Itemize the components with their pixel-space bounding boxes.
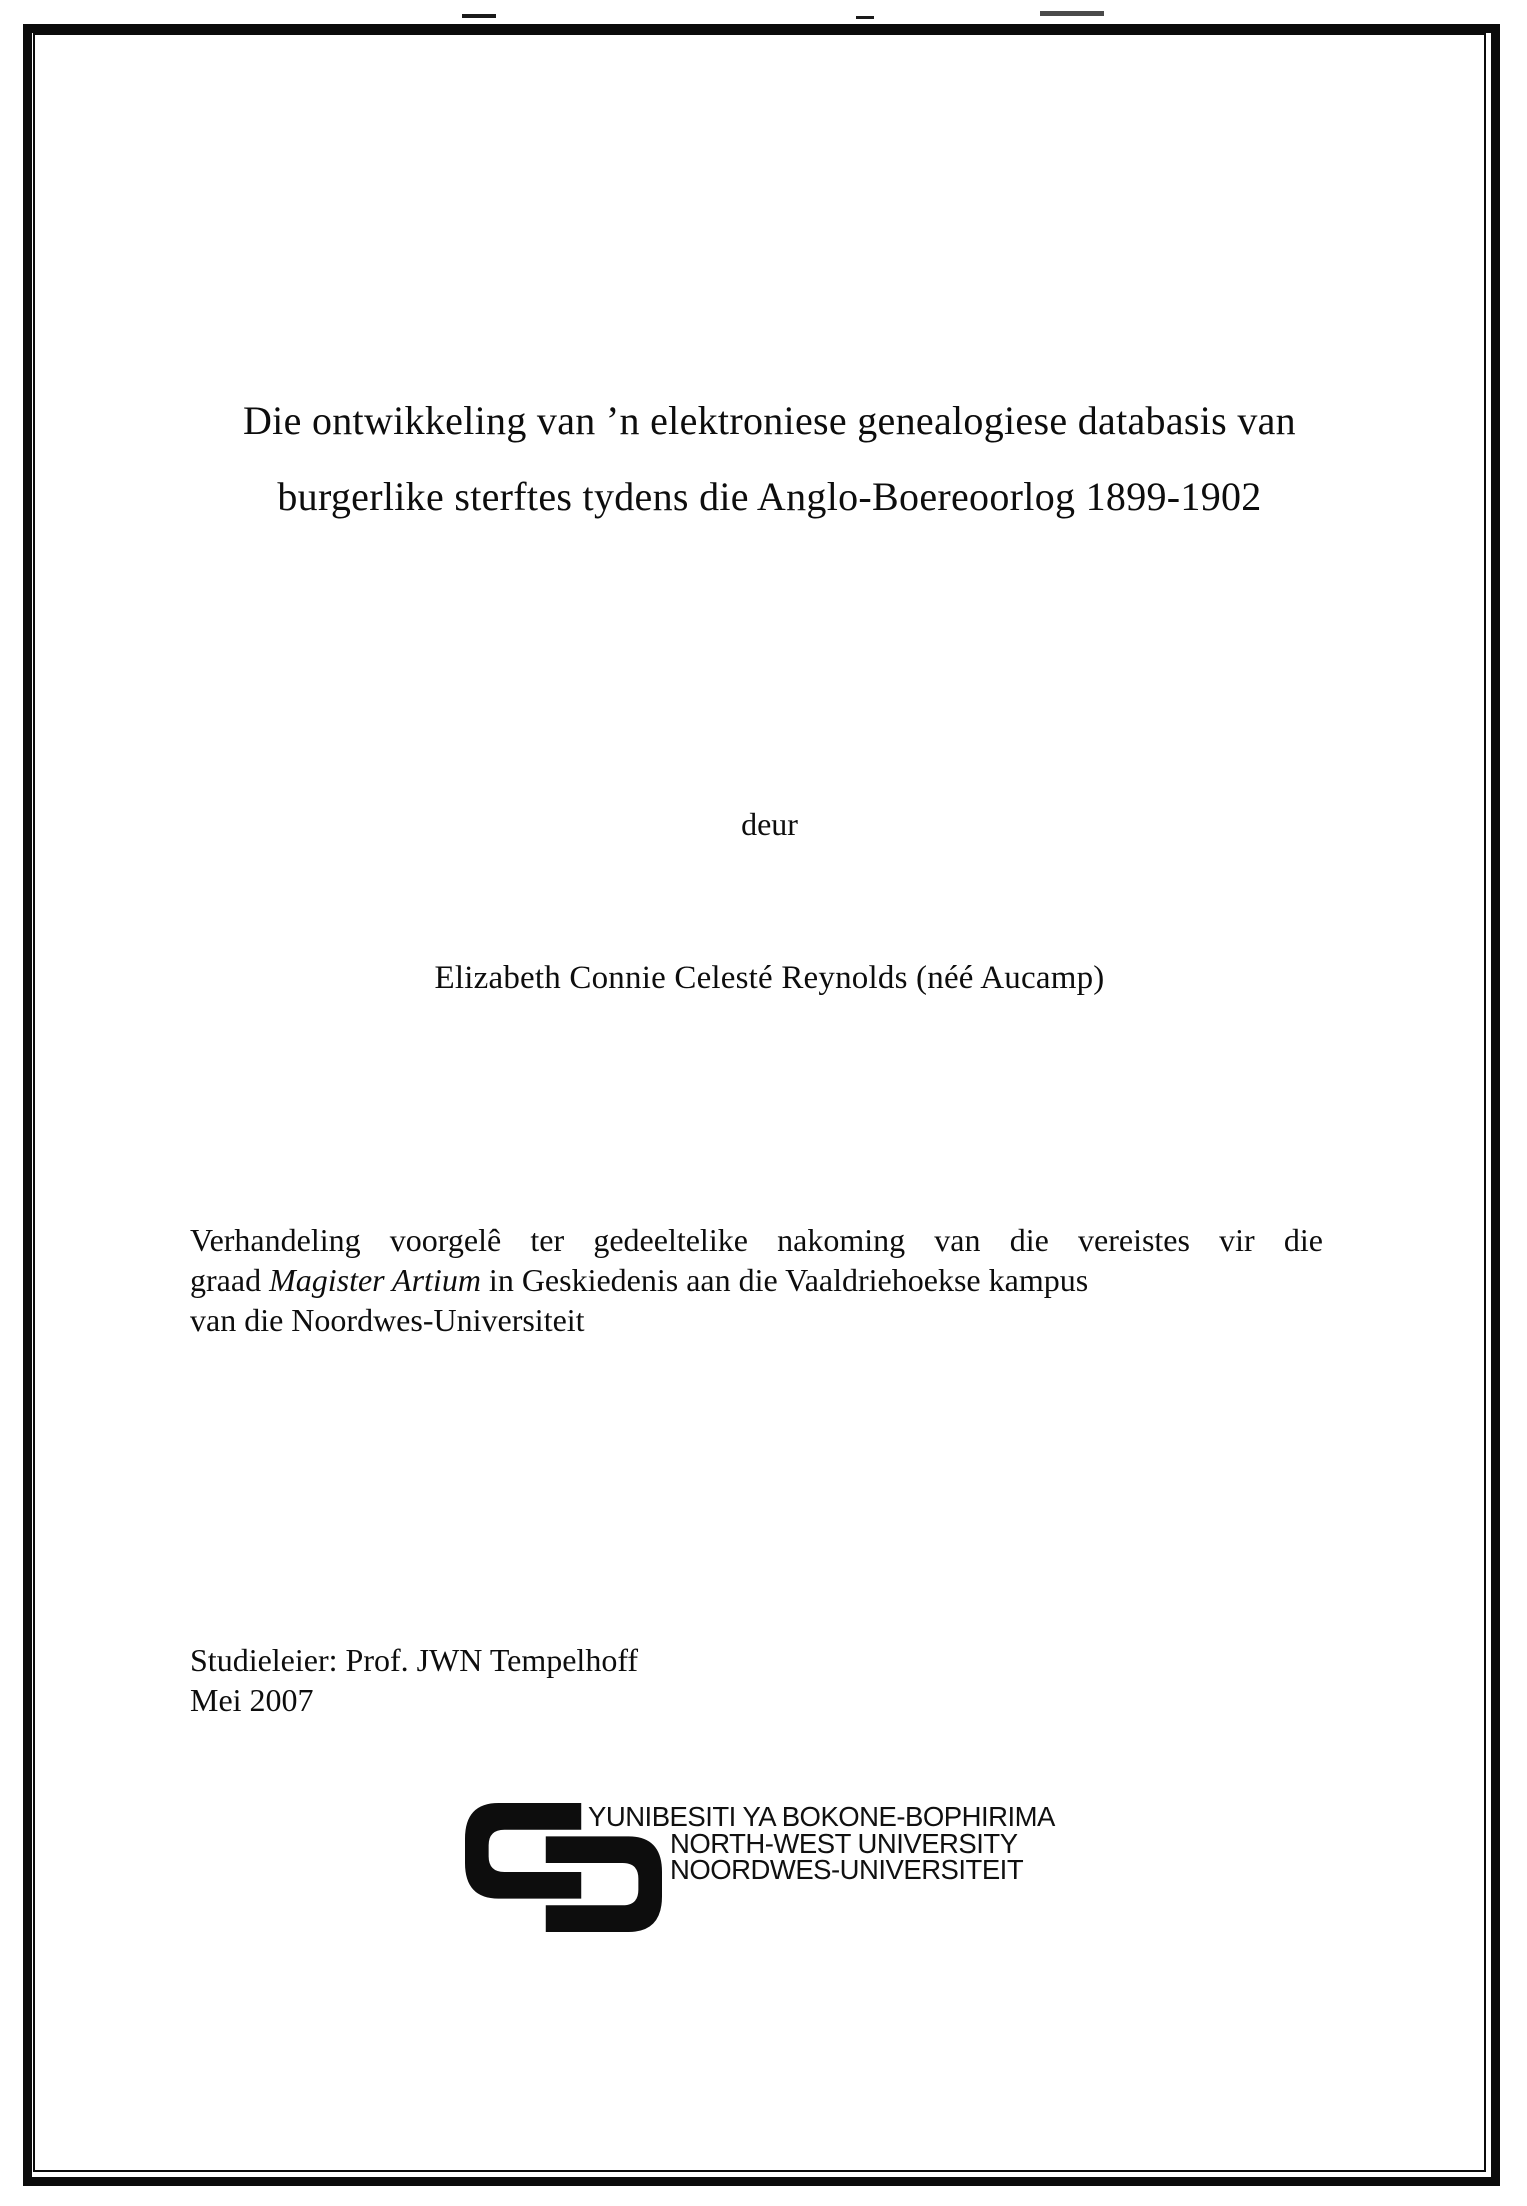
scan-artifact (1040, 11, 1104, 16)
scan-artifact (856, 16, 874, 19)
logo-line-afrikaans: NOORDWES-UNIVERSITEIT (670, 1854, 1024, 1885)
degree-statement-line3: van die Noordwes-Universiteit (190, 1302, 585, 1338)
thesis-title (0, 383, 1527, 535)
degree-statement (190, 1220, 1323, 1340)
thesis-title-line2: burgerlike sterftes tydens die Anglo-Boereoorlog 1899-1902 (277, 474, 1262, 519)
logo-line-english: NORTH-WEST UNIVERSITY (670, 1827, 1018, 1859)
scan-artifact (462, 14, 496, 18)
logo-line-setswana: YUNIBESITI YA BOKONE-BOPHIRIMA (588, 1801, 1055, 1832)
supervisor-line: Studieleier: Prof. JWN Tempelhoff (190, 1642, 639, 1678)
degree-statement-line1: Verhandeling voorgelê ter gedeeltelike nakoming van die vereistes vir die (190, 1222, 1323, 1258)
date-line: Mei 2007 (190, 1682, 314, 1718)
degree-name-italic: Magister Artium (269, 1262, 481, 1298)
degree-statement-line2-prefix: graad (190, 1262, 270, 1298)
degree-statement-line2-suffix: in Geskiedenis aan die Vaaldriehoekse kampus (480, 1262, 1089, 1298)
nwu-logo-text (588, 1801, 1055, 1885)
author-name: Elizabeth Connie Celesté Reynolds (néé Aucamp) (434, 960, 1105, 996)
degree-statement-line2 (190, 1260, 1323, 1300)
byline-deur: deur (741, 806, 798, 842)
thesis-title-line1: Die ontwikkeling van ’n elektroniese genealogiese databasis van (242, 398, 1296, 443)
supervisor-block (190, 1640, 638, 1720)
